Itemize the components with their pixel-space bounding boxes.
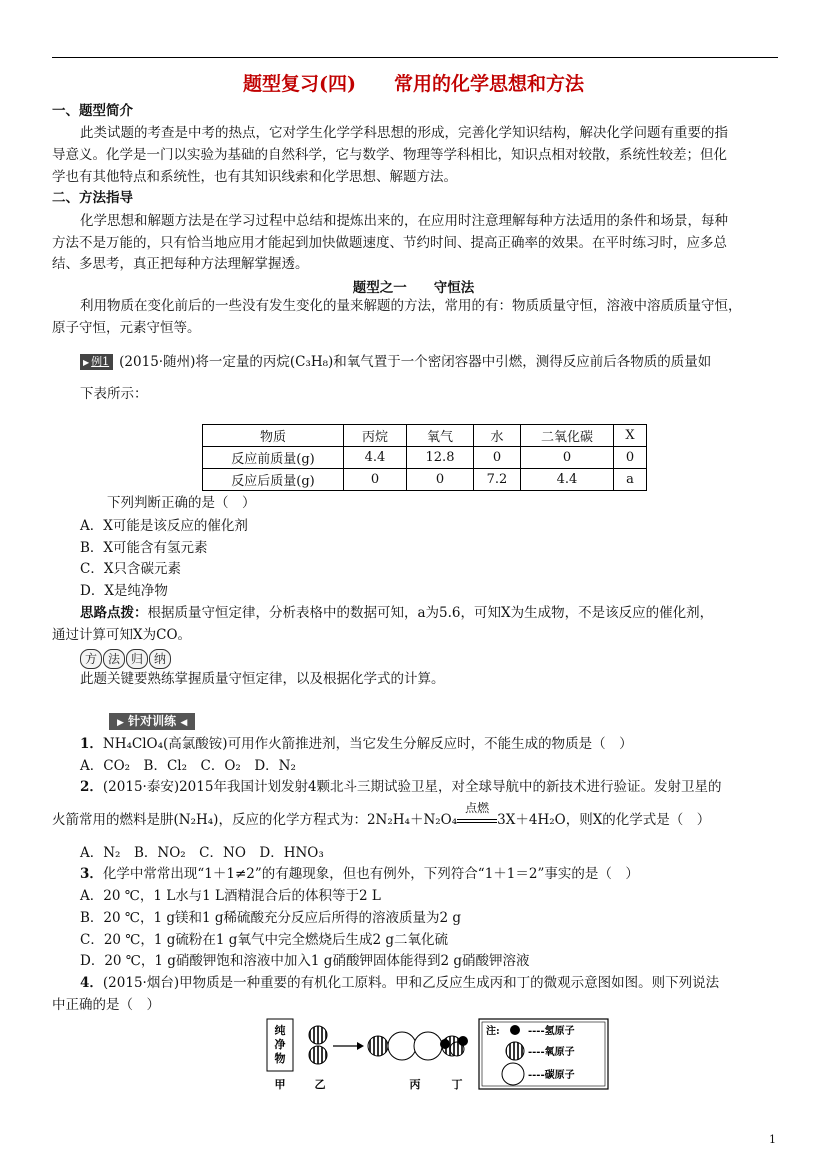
q3-text: 3．化学中常常出现“1＋1≠2”的有趣现象，但也有例外，下列符合“1＋1＝2”事实的是（ ） (80, 866, 639, 882)
hint-line-1: 思路点拨：根据质量守恒定律，分析表格中的数据可知，a为5.6，可知X为生成物，不是该反应的催化剂， (80, 605, 714, 621)
label-ding: 丁 (451, 1078, 463, 1091)
section-heading-intro: 一、题型简介 (52, 103, 133, 119)
q3-option-c: C．20 ℃，1 g硫粉在1 g氧气中完全燃烧后生成2 g二氧化硫 (80, 932, 448, 948)
box-char: 纯 (274, 1024, 286, 1037)
table-cell: 4.4 (344, 447, 407, 469)
table-cell: 12.8 (407, 447, 474, 469)
option-b: B．X可能含有氢元素 (80, 540, 208, 556)
arrow-head (357, 1042, 364, 1050)
legend-oxygen: ----氧原子 (528, 1047, 575, 1058)
method-summary-badge (80, 649, 172, 669)
table-cell: 0 (614, 447, 647, 469)
table-row (203, 447, 647, 469)
subtitle-conservation: 题型之一 守恒法 (352, 280, 475, 296)
example-question: 下列判断正确的是（ ） (107, 495, 256, 511)
method-line-1: 化学思想和解题方法是在学习过程中总结和提炼出来的，在应用时注意理解每种方法适用的条件和场景，每种 (80, 213, 728, 229)
conservation-line-2: 原子守恒，元素守恒等。 (52, 320, 201, 336)
oxygen-atom (309, 1046, 327, 1064)
oxygen-atom (506, 1042, 524, 1060)
conservation-line-1: 利用物质在变化前后的一些没有发生变化的量来解题的方法，常用的有：物质质量守恒，溶液中溶质质量守恒， (80, 298, 742, 314)
page-number: 1 (769, 1133, 776, 1146)
option-d: D．X是纯净物 (80, 583, 168, 599)
table-header-cell: 氧气 (407, 425, 474, 447)
label-yi: 乙 (314, 1078, 326, 1091)
oxygen-atom (368, 1036, 388, 1056)
option-a: A．X可能是该反应的催化剂 (80, 518, 248, 534)
hint-line-2: 通过计算可知X为CO。 (52, 627, 192, 643)
table-header-cell: X (614, 425, 647, 447)
example-line-1: ▶ 例1 (2015·随州)将一定量的丙烷(C₃H₈)和氧气置于一个密闭容器中引燃，测得反应前后各物质的质量如 (80, 354, 711, 370)
table-cell: 反应前质量(g) (203, 447, 344, 469)
carbon-atom (502, 1063, 524, 1085)
table-cell: 反应后质量(g) (203, 469, 344, 491)
table-cell: a (614, 469, 647, 491)
table-header-cell: 水 (474, 425, 521, 447)
q1-options: A．CO₂ B．Cl₂ C．O₂ D．N₂ (80, 758, 296, 774)
play-triangle-icon: ▶ (117, 718, 124, 728)
q2-line-2: 火箭常用的燃料是肼(N₂H₄)，反应的化学方程式为：2N₂H₄＋N₂O₄ 点燃 3X＋4H₂O，则X的化学式是（ ） (52, 801, 711, 828)
table-cell: 0 (407, 469, 474, 491)
carbon-atom (414, 1032, 442, 1060)
q3-option-b: B．20 ℃，1 g镁和1 g稀硫酸充分反应后所得的溶液质量为2 g (80, 910, 462, 926)
example-line-2: 下表所示： (80, 386, 148, 402)
back-triangle-icon: ◀ (180, 718, 188, 728)
table-cell: 4.4 (521, 469, 614, 491)
legend-hydrogen: ----氢原子 (528, 1026, 575, 1037)
table-header-cell: 丙烷 (344, 425, 407, 447)
method-summary-text: 此题关键要熟练掌握质量守恒定律，以及根据化学式的计算。 (80, 671, 445, 687)
page-title: 题型复习(四) 常用的化学思想和方法 (243, 73, 584, 95)
q4-line-1: 4．(2015·烟台)甲物质是一种重要的有机化工原料。甲和乙反应生成丙和丁的微观示意图如图。则下列说法 (80, 975, 720, 991)
intro-line-3: 学也有其他特点和系统性，也有其知识线索和化学思想、解题方法。 (52, 169, 457, 185)
method-line-3: 结、多思考，真正把每种方法理解掌握透。 (52, 256, 309, 272)
section-heading-method: 二、方法指导 (52, 190, 133, 206)
table-row (203, 469, 647, 491)
q1-text: 1．NH₄ClO₄(高氯酸铵)可用作火箭推进剂，当它发生分解反应时，不能生成的物质是（ ） (80, 736, 633, 752)
q3-option-d: D．20 ℃，1 g硝酸钾饱和溶液中加入1 g硝酸钾固体能得到2 g硝酸钾溶液 (80, 953, 530, 969)
q4-line-2: 中正确的是（ ） (52, 997, 160, 1013)
table-cell: 7.2 (474, 469, 521, 491)
table-cell: 0 (474, 447, 521, 469)
label-bing: 丙 (409, 1078, 421, 1091)
legend-title: 注: (486, 1026, 500, 1037)
hydrogen-atom (510, 1025, 520, 1035)
label-jia: 甲 (274, 1078, 286, 1091)
header-rule (52, 57, 778, 58)
table-header-row (203, 425, 647, 447)
badge-char: 纳 (149, 649, 171, 669)
mass-table (202, 424, 647, 491)
equation-condition: 点燃 (457, 812, 497, 828)
option-c: C．X只含碳元素 (80, 561, 181, 577)
hint-label: 思路点拨： (80, 605, 148, 621)
method-line-2: 方法不是万能的，只有恰当地应用才能起到加快做题速度、节约时间、提高正确率的效果。在平时练习时，应多总 (52, 235, 727, 251)
play-triangle-icon: ▶ (83, 357, 90, 367)
legend-carbon: ----碳原子 (528, 1070, 575, 1081)
oxygen-atom (309, 1026, 327, 1044)
hydrogen-atom (440, 1039, 450, 1049)
hydrogen-atom (458, 1036, 468, 1046)
table-cell: 0 (521, 447, 614, 469)
table-cell: 0 (344, 469, 407, 491)
q3-option-a: A．20 ℃，1 L水与1 L酒精混合后的体积等于2 L (80, 888, 381, 904)
q2-options: A．N₂ B．NO₂ C．NO D．HNO₃ (80, 845, 324, 861)
training-badge: ▶ 针对训练 ◀ (109, 713, 195, 730)
badge-char: 法 (103, 649, 125, 669)
intro-line-2: 导意义。化学是一门以实验为基础的自然科学，它与数学、物理等学科相比，知识点相对较散，系统性较差；但化 (52, 147, 727, 163)
table-header-cell: 二氧化碳 (521, 425, 614, 447)
box-char: 净 (274, 1038, 286, 1051)
reaction-diagram (265, 1016, 610, 1094)
badge-char: 归 (126, 649, 148, 669)
intro-line-1: 此类试题的考查是中考的热点，它对学生化学学科思想的形成，完善化学知识结构，解决化学问题有重要的指 (80, 125, 728, 141)
carbon-atom (388, 1032, 416, 1060)
table-header-cell: 物质 (203, 425, 344, 447)
q2-line-1: 2．(2015·泰安)2015年我国计划发射4颗北斗三期试验卫星，对全球导航中的新技术进行验证。发射卫星的 (80, 779, 722, 795)
badge-char: 方 (80, 649, 102, 669)
box-char: 物 (274, 1052, 286, 1065)
example-tag: ▶ 例1 (80, 354, 113, 370)
